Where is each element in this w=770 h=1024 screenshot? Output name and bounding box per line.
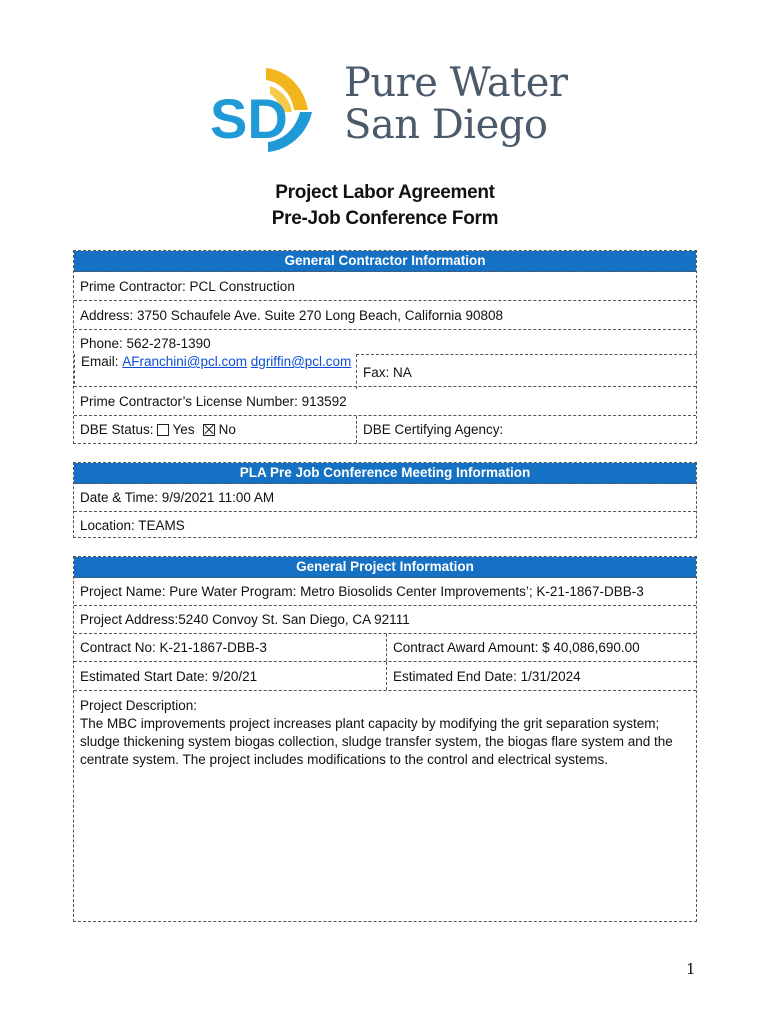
logo-name-line2: San Diego (344, 102, 548, 148)
dbe-no-label: No (218, 422, 236, 437)
dbe-agency-field[interactable]: DBE Certifying Agency: (356, 416, 696, 443)
address-field[interactable]: Address: 3750 Schaufele Ave. Suite 270 Long Beach, California 90808 (80, 307, 504, 323)
meeting-heading: PLA Pre Job Conference Meeting Information (74, 463, 696, 484)
logo-name-line1: Pure Water (344, 60, 568, 106)
email-field[interactable] (74, 354, 358, 384)
contract-row (74, 634, 696, 662)
license-row (74, 387, 696, 416)
email-label: Email: (81, 354, 119, 369)
end-date-field[interactable]: Estimated End Date: 1/31/2024 (386, 662, 696, 690)
form-title-line1: Project Labor Agreement (275, 182, 495, 203)
address-row (74, 301, 696, 330)
logo-mark-text: SD (210, 87, 288, 150)
fax-field[interactable]: Fax: NA (356, 354, 697, 389)
dbe-no-checkbox[interactable] (203, 424, 215, 436)
email-link-2[interactable]: dgriffin@pcl.com (250, 354, 352, 369)
contract-no-field[interactable]: Contract No: K-21-1867-DBB-3 (80, 640, 267, 655)
email-link-1[interactable]: AFranchini@pcl.com (122, 354, 248, 369)
project-name-field[interactable]: Project Name: Pure Water Program: Metro Biosolids Center Improvements’; K-21-1867-DBB-3 (80, 584, 644, 599)
project-heading: General Project Information (74, 557, 696, 578)
start-date-field[interactable]: Estimated Start Date: 9/20/21 (80, 668, 258, 684)
dbe-status-field (74, 416, 356, 443)
project-address-row (74, 606, 696, 634)
phone-field[interactable]: Phone: 562-278-1390 (80, 335, 211, 351)
project-description-text: The MBC improvements project increases plant capacity by modifying the grit separation system; sludge thickening system biogas collection, sludge transfer system, the biogas flare system and the centrate system. The project includes modifications to the control and electrical systems. (80, 716, 673, 767)
meeting-section (73, 462, 697, 538)
dbe-yes-label: Yes (172, 422, 195, 437)
datetime-field[interactable]: Date & Time: 9/9/2021 11:00 AM (80, 490, 275, 505)
location-field[interactable]: Location: TEAMS (80, 518, 185, 533)
location-row (74, 512, 696, 539)
prime-contractor-row (74, 272, 696, 301)
award-amount-field[interactable]: Contract Award Amount: $ 40,086,690.00 (386, 634, 696, 661)
general-contractor-heading: General Contractor Information (74, 251, 696, 272)
page-number: 1 (686, 960, 696, 978)
project-description-field[interactable] (74, 691, 696, 925)
prime-contractor-field[interactable]: Prime Contractor: PCL Construction (80, 278, 295, 294)
dbe-status-label: DBE Status: (80, 422, 154, 437)
license-field[interactable]: Prime Contractor’s License Number: 913592 (80, 393, 347, 409)
project-address-field[interactable]: Project Address:5240 Convoy St. San Diego, CA 92111 (80, 612, 410, 627)
project-section (73, 556, 697, 922)
form-title-line2: Pre-Job Conference Form (271, 208, 499, 229)
project-name-row (74, 578, 696, 606)
general-contractor-section (73, 250, 697, 444)
project-description-label: Project Description: (80, 698, 198, 713)
dates-row (74, 662, 696, 691)
datetime-row (74, 484, 696, 512)
logo-name (344, 62, 568, 146)
dbe-yes-checkbox[interactable] (157, 424, 169, 436)
dbe-row (74, 416, 696, 443)
